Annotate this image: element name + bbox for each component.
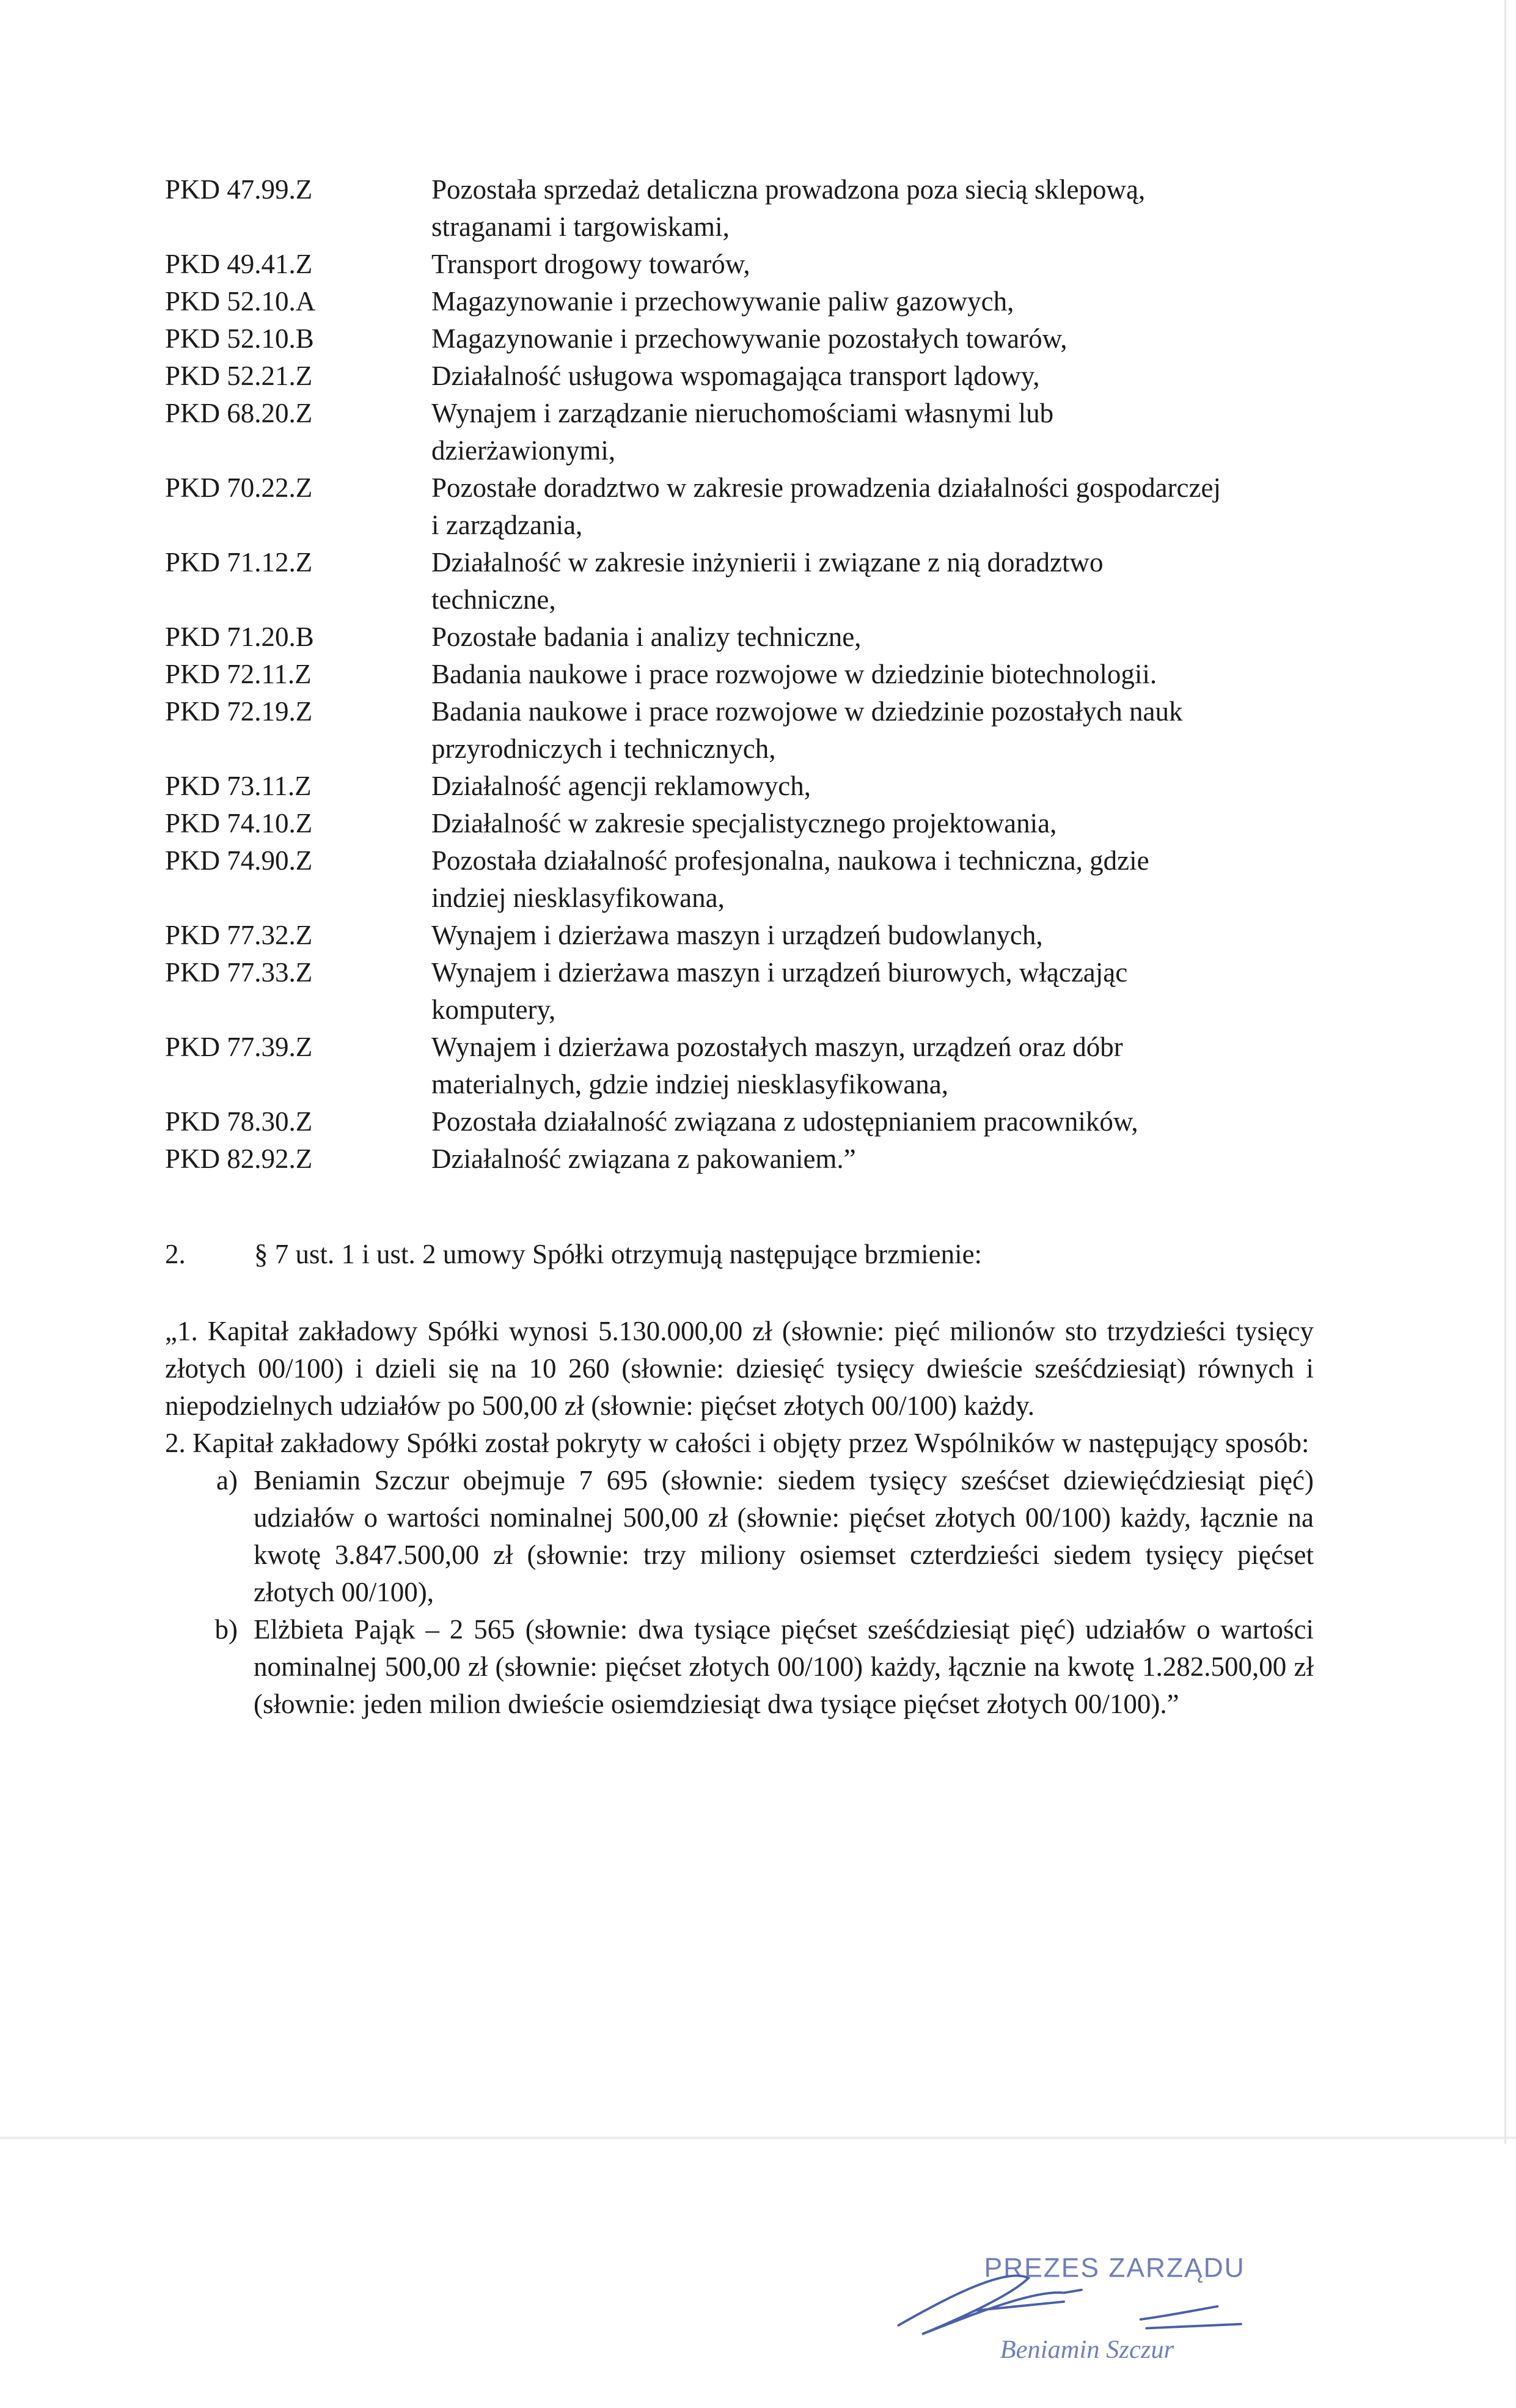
- pkd-description-line: przyrodniczych i technicznych,: [431, 733, 776, 764]
- pkd-code: PKD 77.32.Z: [165, 920, 313, 950]
- pkd-description-line: Magazynowanie i przechowywanie pozostałych towarów,: [431, 323, 1067, 354]
- pkd-description-line: Transport drogowy towarów,: [431, 249, 750, 279]
- pkd-row: [165, 1029, 1357, 1103]
- pkd-description: [431, 805, 1357, 842]
- pkd-code: PKD 72.11.Z: [165, 659, 312, 689]
- pkd-row: [165, 619, 1357, 656]
- pkd-row: [165, 1140, 1357, 1178]
- pkd-row: [165, 358, 1357, 395]
- pkd-description: [431, 395, 1357, 469]
- pkd-description-line: Wynajem i dzierżawa pozostałych maszyn, urządzeń oraz dóbr: [431, 1032, 1123, 1062]
- pkd-description-line: Pozostałe doradztwo w zakresie prowadzenia działalności gospodarczej: [431, 472, 1221, 503]
- pkd-description-line: Wynajem i dzierżawa maszyn i urządzeń budowlanych,: [431, 920, 1043, 950]
- pkd-code: PKD 72.19.Z: [165, 696, 313, 727]
- pkd-description-line: Pozostała działalność profesjonalna, naukowa i techniczna, gdzie: [431, 845, 1149, 876]
- amended-clause: [165, 1313, 1314, 1723]
- pkd-code: PKD 70.22.Z: [165, 472, 313, 503]
- pkd-row: [165, 768, 1357, 805]
- pkd-description-line: Wynajem i dzierżawa maszyn i urządzeń biurowych, włączając: [431, 957, 1128, 988]
- pkd-description: [431, 246, 1357, 283]
- pkd-description-line: Działalność w zakresie specjalistycznego projektowania,: [431, 808, 1057, 839]
- pkd-row: [165, 693, 1357, 768]
- pkd-row: [165, 171, 1357, 246]
- clause-paragraph-2: 2. Kapitał zakładowy Spółki został pokryty w całości i objęty przez Wspólników w następujący sposób:: [165, 1428, 1309, 1458]
- shareholder-item: [165, 1462, 1314, 1611]
- pkd-row: [165, 917, 1357, 954]
- pkd-description: [431, 320, 1357, 358]
- pkd-description-line: Magazynowanie i przechowywanie paliw gazowych,: [431, 286, 1014, 317]
- pkd-description: [431, 768, 1357, 805]
- pkd-description: [431, 1140, 1357, 1178]
- scan-edge-right: [1504, 0, 1506, 2144]
- pkd-code: PKD 82.92.Z: [165, 1143, 313, 1174]
- pkd-description: [431, 171, 1357, 246]
- item-text: Elżbieta Pająk – 2 565 (słownie: dwa tysiące pięćset sześćdziesiąt pięć) udziałów o wartości nominalnej 500,00 zł (słownie: pięćset złotych 00/100) każdy, łącznie na kwotę 1.282.500,00 zł (słownie: jeden milion dwieście osiemdziesiąt dwa tysiące pięćset złotych 00/100).”: [254, 1614, 1314, 1719]
- section-number: 2.: [165, 1239, 186, 1269]
- pkd-row: [165, 320, 1357, 358]
- pkd-code: PKD 74.10.Z: [165, 808, 313, 839]
- pkd-code: PKD 71.12.Z: [165, 547, 313, 578]
- pkd-description-line: indziej niesklasyfikowana,: [431, 883, 725, 913]
- pkd-code: PKD 52.10.B: [165, 323, 314, 354]
- pkd-description-line: materialnych, gdzie indziej niesklasyfikowana,: [431, 1069, 948, 1099]
- pkd-description: [431, 842, 1357, 917]
- pkd-description-line: Działalność usługowa wspomagająca transport lądowy,: [431, 361, 1040, 391]
- pkd-description-line: Działalność związana z pakowaniem.”: [431, 1143, 856, 1174]
- pkd-code: PKD 47.99.Z: [165, 174, 313, 205]
- section-text: § 7 ust. 1 i ust. 2 umowy Spółki otrzymują następujące brzmienie:: [254, 1239, 983, 1269]
- pkd-code: PKD 71.20.B: [165, 622, 314, 652]
- pkd-description-line: techniczne,: [431, 584, 556, 615]
- pkd-description: [431, 544, 1357, 619]
- pkd-row: [165, 544, 1357, 619]
- item-letter: a): [216, 1465, 238, 1496]
- section-2: [165, 1236, 1314, 1273]
- pkd-row: [165, 283, 1357, 320]
- pkd-row: [165, 246, 1357, 283]
- pkd-description: [431, 656, 1357, 693]
- scan-edge-bottom: [0, 2137, 1516, 2139]
- pkd-description-line: Badania naukowe i prace rozwojowe w dziedzinie biotechnologii.: [431, 659, 1157, 689]
- pkd-description: [431, 917, 1357, 954]
- pkd-code: PKD 52.10.A: [165, 286, 316, 317]
- pkd-description: [431, 358, 1357, 395]
- pkd-code: PKD 73.11.Z: [165, 771, 312, 801]
- pkd-description: [431, 619, 1357, 656]
- pkd-code-list: [165, 171, 1357, 1178]
- shareholder-list: [165, 1462, 1314, 1723]
- pkd-description-line: Działalność agencji reklamowych,: [431, 771, 811, 801]
- pkd-code: PKD 74.90.Z: [165, 845, 313, 876]
- pkd-code: PKD 77.33.Z: [165, 957, 313, 988]
- pkd-code: PKD 78.30.Z: [165, 1106, 313, 1137]
- pkd-description: [431, 469, 1357, 544]
- pkd-code: PKD 52.21.Z: [165, 361, 313, 391]
- pkd-row: [165, 1103, 1357, 1140]
- pkd-description: [431, 693, 1357, 768]
- pkd-row: [165, 954, 1357, 1029]
- item-letter: b): [214, 1614, 238, 1645]
- pkd-description: [431, 1103, 1357, 1140]
- pkd-description: [431, 954, 1357, 1029]
- item-text: Beniamin Szczur obejmuje 7 695 (słownie: siedem tysięcy sześćset dziewięćdziesiąt pięć) udziałów o wartości nominalnej 500,00 zł (słownie: pięćset złotych 00/100) każdy, łącznie na kwotę 3.847.500,00 zł (słownie: trzy miliony osiemset czterdzieści siedem tysięcy pięćset złotych 00/100),: [254, 1465, 1314, 1607]
- stamp-title: PREZES ZARZĄDU: [984, 2253, 1245, 2283]
- pkd-description-line: Pozostała działalność związana z udostępnianiem pracowników,: [431, 1106, 1138, 1137]
- handwritten-signature-icon: [898, 2275, 1241, 2334]
- pkd-description-line: Wynajem i zarządzanie nieruchomościami własnymi lub: [431, 398, 1054, 428]
- clause-paragraph-1: „1. Kapitał zakładowy Spółki wynosi 5.130.000,00 zł (słownie: pięć milionów sto trzydzieści tysięcy złotych 00/100) i dzieli się na 10 260 (słownie: dziesięć tysięcy dwieście sześćdziesiąt) równych i niepodzielnych udziałów po 500,00 zł (słownie: pięćset złotych 00/100) każdy.: [165, 1316, 1314, 1421]
- stamp-name: Beniamin Szczur: [1000, 2335, 1174, 2364]
- pkd-description-line: dzierżawionymi,: [431, 435, 616, 466]
- pkd-description-line: komputery,: [431, 994, 556, 1025]
- pkd-code: PKD 49.41.Z: [165, 249, 313, 279]
- pkd-code: PKD 68.20.Z: [165, 398, 313, 428]
- pkd-row: [165, 805, 1357, 842]
- pkd-row: [165, 656, 1357, 693]
- pkd-row: [165, 395, 1357, 469]
- signature-stamp: [886, 2231, 1277, 2408]
- pkd-description-line: straganami i targowiskami,: [431, 211, 730, 242]
- pkd-row: [165, 842, 1357, 917]
- pkd-code: PKD 77.39.Z: [165, 1032, 313, 1062]
- pkd-row: [165, 469, 1357, 544]
- shareholder-item: [165, 1611, 1314, 1723]
- pkd-description: [431, 1029, 1357, 1103]
- pkd-description: [431, 283, 1357, 320]
- pkd-description-line: Pozostała sprzedaż detaliczna prowadzona poza siecią sklepową,: [431, 174, 1146, 205]
- pkd-description-line: Badania naukowe i prace rozwojowe w dziedzinie pozostałych nauk: [431, 696, 1183, 727]
- pkd-description-line: i zarządzania,: [431, 510, 583, 540]
- pkd-description-line: Pozostałe badania i analizy techniczne,: [431, 622, 862, 652]
- pkd-description-line: Działalność w zakresie inżynierii i związane z nią doradztwo: [431, 547, 1104, 578]
